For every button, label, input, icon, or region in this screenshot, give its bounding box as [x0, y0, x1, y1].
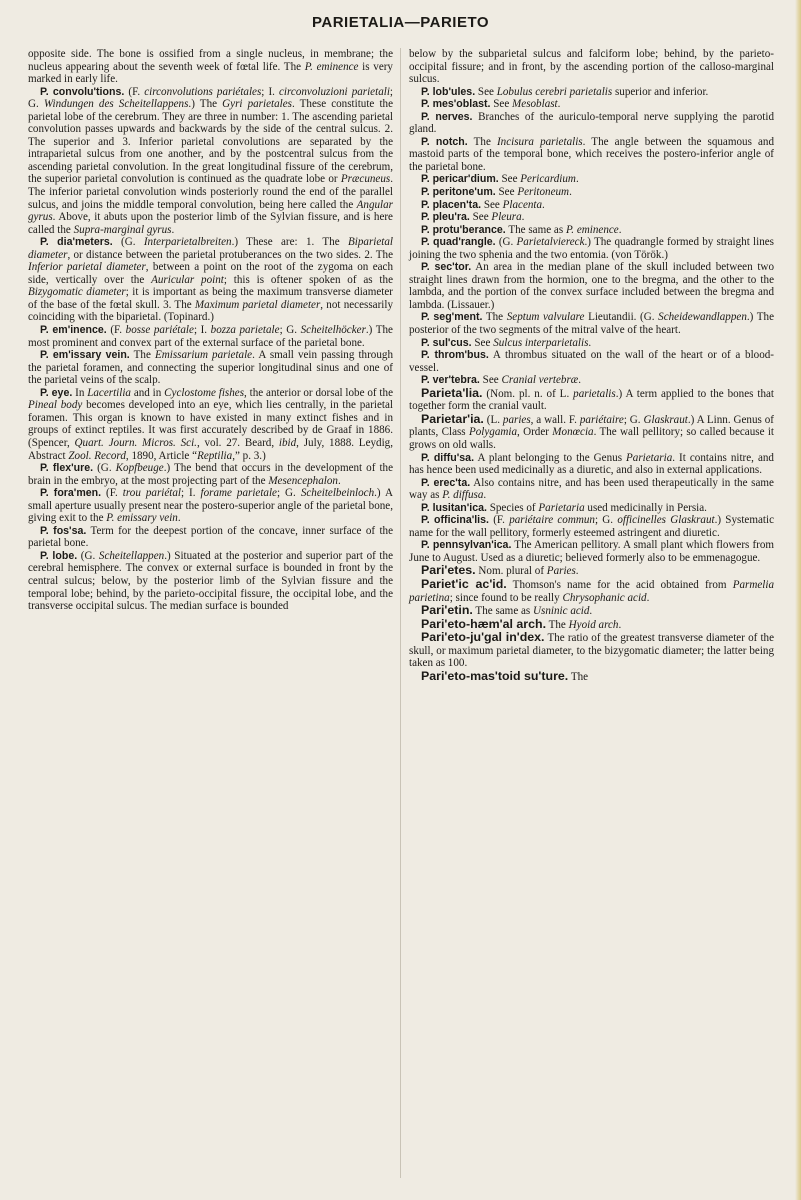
entry-text: (F. trou pariétal; I. forame parietale; G. Scheitelbeinloch.) A small aperture usually present near the postero-superior angle of the parietal bone, giving exit to the P. emissary vein.: [28, 487, 393, 525]
entry-headword: Parietar'ia.: [421, 411, 484, 426]
entry-headword: P. sul'cus.: [421, 336, 472, 349]
left-column: [28, 48, 393, 613]
entry-text: See Placenta.: [483, 198, 545, 211]
entry-text: See Pleura.: [472, 211, 525, 224]
dictionary-entry: [409, 670, 774, 684]
dictionary-entry: [28, 349, 393, 387]
entry-text: (G. Kopfbeuge.) The bend that occurs in the development of the brain in the embryo, at the most projecting part of the Mesencephalon.: [28, 462, 394, 487]
dictionary-entry: [28, 86, 393, 237]
dictionary-entry: [409, 539, 774, 564]
entry-headword: P. placen'ta.: [421, 198, 482, 211]
dictionary-entry: [409, 578, 774, 604]
entry-text: (F. bosse pariétale; I. bozza parietale; G. Scheitelhöcker.) The most prominent and convex part of the external surface of the parietal bone.: [28, 324, 393, 349]
dictionary-entry: [409, 477, 774, 502]
entry-headword: P. throm'bus.: [421, 349, 489, 362]
entry-headword: P. pennsylvan'ica.: [421, 539, 512, 552]
dictionary-entry: [28, 462, 393, 487]
entry-headword: P. dia'meters.: [40, 236, 113, 249]
entry-text: Species of Parietaria used medicinally in Persia.: [489, 501, 707, 514]
entry-headword: Pariet'ic ac'id.: [421, 576, 507, 591]
entry-headword: P. pericar'dium.: [421, 173, 499, 186]
entry-text: (F. circonvolutions pariétales; I. circonvoluzioni parietali; G. Windungen des Scheitellappens.) The Gyri parietales. These constitute the parietal lobe of the cerebrum. They are three in number: 1. The ascending parietal convolution passes upwards and backwards by the side of the central sulcus. 2. The superior and 3. Inferior parietal convolutions are separated by the intraparietal sulcus from one another, and by the postcentral sulcus from the ascending parietal convolution. In the great longitudinal fissure of the cerebrum, the superior parietal convolution is continued as the quadrate lobe or Præcuneus. The inferior parietal convolution winds posteriorly round the end of the parallel sulcus, and joins the middle temporal convolution, being here called the Angular gyrus. Above, it abuts upon the posterior limb of the Sylvian fissure, and is here called the Supra-marginal gyrus.: [28, 85, 394, 236]
entry-text: The: [570, 670, 589, 683]
dictionary-entry: [409, 452, 774, 477]
entry-text: See Lobulus cerebri parietalis superior and inferior.: [477, 85, 709, 98]
entry-text: (G. Parietalviereck.) The quadrangle formed by straight lines joining the two sphenia and the two entomia. (von Török.): [409, 236, 774, 261]
column-divider: [400, 48, 401, 1178]
entry-text: See Cranial vertebræ.: [482, 374, 581, 387]
dictionary-entry: [409, 387, 774, 413]
entry-headword: P. pleu'ra.: [421, 211, 470, 224]
entry-text: See Sulcus interparietalis.: [474, 336, 592, 349]
dictionary-entry: [409, 618, 774, 632]
entry-text: In Lacertilia and in Cyclostome fishes, the anterior or dorsal lobe of the Pineal body becomes developed into an eye, which lies centrally, in the parietal foramen. This organ is known to have existed in many extinct fishes and in groups of extinct reptiles. It was first accurately described by de Graaf in 1886. (Spencer, Quart. Journ. Micros. Sci., vol. 27. Beard, ibid, July, 1888. Leydig, Abstract Zool. Record, 1890, Article “Reptilia,” p. 3.): [28, 386, 394, 462]
entry-text: (L. paries, a wall. F. pariétaire; G. Glaskraut.) A Linn. Genus of plants, Class Polygamia, Order Monœcia. The wall pellitory; so called because it grows on old walls.: [409, 413, 774, 451]
entry-text: Branches of the auriculo-temporal nerve supplying the parotid gland.: [409, 110, 774, 136]
dictionary-entry: [28, 525, 393, 550]
entry-headword: Pari'etin.: [421, 603, 473, 618]
dictionary-entry: [409, 349, 774, 374]
entry-headword: P. fos'sa.: [40, 524, 87, 537]
entry-text: Thomson's name for the acid obtained from Parmelia parietina; since found to be really Chrysophanic acid.: [409, 578, 774, 604]
dictionary-entry: [28, 236, 393, 324]
entry-headword: P. quad'rangle.: [421, 236, 496, 249]
entry-headword: P. seg'ment.: [421, 311, 483, 324]
dictionary-entry: [409, 199, 774, 212]
page-edge: [795, 0, 801, 1200]
entry-headword: P. ver'tebra.: [421, 374, 480, 387]
dictionary-entry: [409, 337, 774, 350]
dictionary-entry: [409, 224, 774, 237]
entry-headword: P. fora'men.: [40, 487, 102, 500]
entry-headword: Pari'etes.: [421, 563, 476, 578]
entry-headword: Parieta'lia.: [421, 385, 483, 400]
entry-headword: P. flex'ure.: [40, 462, 94, 475]
entry-headword: P. em'inence.: [40, 324, 107, 337]
dictionary-entry: [28, 550, 393, 613]
right-column: [409, 48, 774, 683]
dictionary-entry: [409, 173, 774, 186]
entry-text: The ratio of the greatest transverse diameter of the skull, or maximum parietal diameter, to the bizygomatic diameter; the latter being taken as 100.: [409, 632, 775, 670]
entry-headword: P. lob'ules.: [421, 85, 476, 98]
dictionary-entry: [409, 98, 774, 111]
entry-continuation: [409, 48, 774, 86]
entry-headword: P. nerves.: [421, 110, 473, 123]
dictionary-entry: [409, 502, 774, 515]
entry-text: The same as P. eminence.: [508, 223, 622, 236]
entry-headword: P. erec'ta.: [421, 476, 471, 489]
entry-text: The Hyoid arch.: [548, 618, 622, 631]
entry-text: (G. Scheitellappen.) Situated at the posterior and superior part of the cerebral hemisphere. The convex or external surface is bounded in front by the central sulcus; below, by the posterior limb of the Sylvian fissure and the temporal lobe; behind, by the parieto-occipital fissure, the occipital lobe, and the transverse occipital sulcus. The median surface is bounded: [28, 549, 393, 613]
entry-text: (G. Interparietalbreiten.) These are: 1. The Biparietal diameter, or distance between the parietal protuberances on the two sides. 2. The Inferior parietal diameter, between a point on the root of the zygoma on each side, vertically over the Auricular point; this is oftener spoken of as the Bizygomatic diameter; it is important as being the maximum transverse diameter of the base of the fœtal skull. 3. The Maximum parietal diameter, not necessarily coinciding with the biparietal. (Topinard.): [28, 236, 394, 324]
dictionary-entry: [28, 387, 393, 462]
dictionary-entry: [409, 413, 774, 452]
dictionary-entry: [409, 111, 774, 136]
entry-text: Also contains nitre, and has been used therapeutically in the same way as P. diffusa.: [409, 476, 774, 502]
running-header: PARIETALIA—PARIETO: [311, 14, 490, 31]
entry-text: A plant belonging to the Genus Parietaria. It contains nitre, and has hence been used medicinally as a diuretic, and also in external applications.: [409, 451, 774, 477]
entry-text: The Septum valvulare Lieutandii. (G. Scheidewandlappen.) The posterior of the two segments of the mitral valve of the heart.: [409, 311, 774, 337]
entry-headword: Pari'eto-ju'gal in'dex.: [421, 630, 545, 645]
entry-text: (Nom. pl. n. of L. parietalis.) A term applied to the bones that together form the cranial vault.: [409, 387, 774, 413]
dictionary-entry: [409, 236, 774, 261]
entry-headword: Pari'eto-hæm'al arch.: [421, 616, 547, 631]
entry-headword: P. mes'oblast.: [421, 98, 491, 111]
dictionary-entry: [409, 631, 774, 670]
entry-text: (F. pariétaire commun; G. officinelles Glaskraut.) Systematic name for the wall pellitory, formerly esteemed astringent and diuretic.: [409, 514, 774, 539]
dictionary-entry: [409, 514, 774, 539]
entry-headword: P. officina'lis.: [421, 514, 489, 527]
dictionary-entry: [28, 487, 393, 525]
dictionary-entry: [409, 186, 774, 199]
entry-text: below by the subparietal sulcus and falciform lobe; behind, by the parieto-occipital fissure; and in front, by the ascending portion of the calloso-marginal sulcus.: [409, 48, 774, 86]
entry-headword: P. diffu'sa.: [421, 451, 475, 464]
entry-headword: P. lusitan'ica.: [421, 501, 487, 514]
entry-headword: P. lobe.: [40, 549, 78, 562]
dictionary-entry: [409, 564, 774, 578]
entry-headword: P. peritone'um.: [421, 186, 496, 199]
entry-text: opposite side. The bone is ossified from a single nucleus, in membrane; the nucleus appearing about the seventh week of fœtal life. The P. eminence is very marked in early life.: [28, 48, 393, 86]
entry-text: An area in the median plane of the skull included between two straight lines drawn from the hormion, one to the bregma, and the other to the lambda, and the portion of the convex surface included between the bregma and lambda. (Lissauer.): [409, 261, 774, 311]
entry-headword: Pari'eto-mas'toid su'ture.: [421, 668, 569, 683]
dictionary-entry: [409, 261, 774, 311]
entry-text: The same as Usninic acid.: [475, 605, 593, 618]
entry-headword: P. convolu'tions.: [40, 85, 125, 98]
entry-headword: P. eye.: [40, 386, 73, 399]
entry-text: See Pericardium.: [501, 173, 579, 186]
dictionary-entry: [409, 136, 774, 174]
entry-continuation: [28, 48, 393, 86]
dictionary-entry: [409, 211, 774, 224]
dictionary-entry: [409, 604, 774, 618]
dictionary-entry: [409, 86, 774, 99]
dictionary-entry: [409, 311, 774, 336]
entry-headword: P. notch.: [421, 135, 468, 148]
entry-headword: P. em'issary vein.: [40, 349, 130, 362]
entry-headword: P. protu'berance.: [421, 223, 506, 236]
entry-text: Term for the deepest portion of the concave, inner surface of the parietal bone.: [28, 524, 393, 550]
entry-headword: P. sec'tor.: [421, 261, 472, 274]
entry-text: See Peritoneum.: [498, 186, 572, 199]
entry-text: The American pellitory. A small plant which flowers from June to August. Used as a diuretic; believed formerly also to be emmenagogue.: [409, 539, 775, 564]
entry-text: A thrombus situated on the wall of the heart or of a blood-vessel.: [409, 349, 774, 374]
entry-text: The Emissarium parietale. A small vein passing through the parietal foramen, and connecting the superior longitudinal sinus and one of the parietal veins of the scalp.: [28, 349, 393, 387]
entry-text: The Incisura parietalis. The angle between the squamous and mastoid parts of the temporal bone, which receives the postero-inferior angle of the parietal bone.: [409, 135, 775, 173]
entry-text: Nom. plural of Paries.: [478, 565, 579, 578]
dictionary-entry: [28, 324, 393, 349]
entry-text: See Mesoblast.: [493, 98, 561, 111]
